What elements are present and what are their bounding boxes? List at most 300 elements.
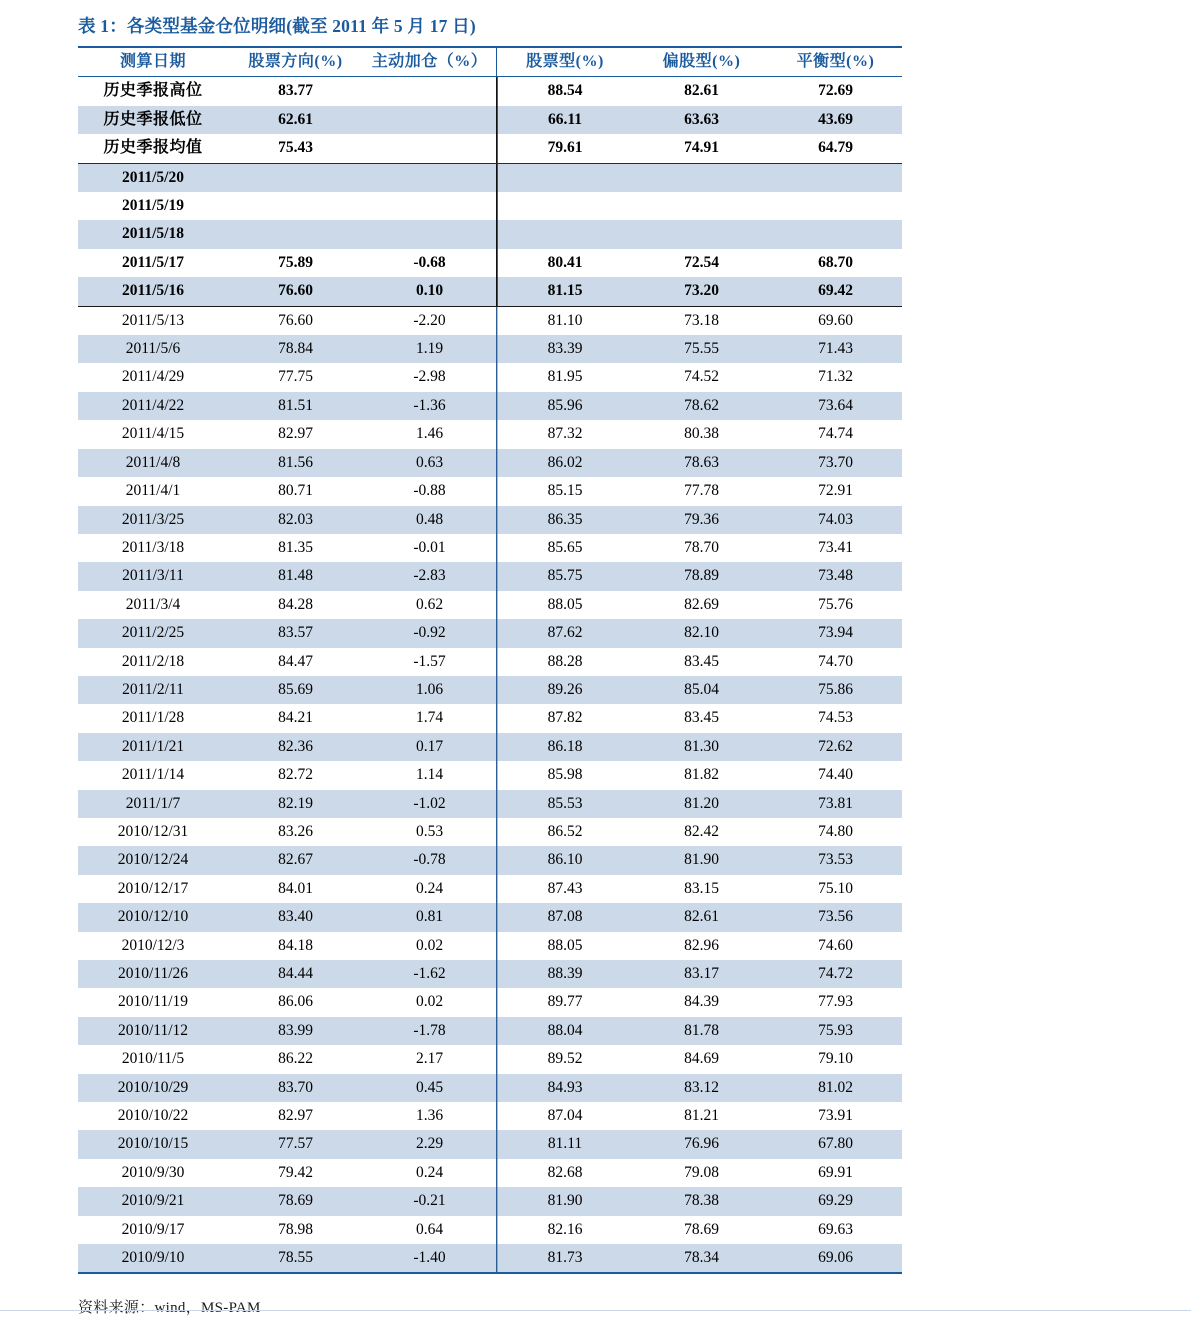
cell-stock-direction: 83.77 — [278, 82, 313, 100]
cell-balanced-fund: 69.91 — [818, 1163, 853, 1181]
cell-date: 2011/4/1 — [125, 482, 181, 500]
cell-date: 2010/10/15 — [117, 1135, 189, 1153]
table-row — [78, 988, 902, 1016]
cell-active-increase: 0.10 — [415, 282, 444, 300]
cell-balanced-fund: 72.69 — [818, 82, 853, 100]
cell-active-increase: -0.88 — [413, 482, 446, 500]
cell-balanced-fund: 74.80 — [818, 822, 853, 840]
cell-partial-equity-fund: 84.39 — [684, 993, 719, 1011]
cell-date: 2011/3/11 — [122, 567, 184, 585]
cell-balanced-fund: 71.43 — [818, 340, 853, 358]
cell-equity-fund: 89.26 — [496, 676, 634, 704]
cell-partial-equity-fund: 82.61 — [684, 82, 719, 100]
cell-partial-equity-fund: 81.20 — [684, 794, 719, 812]
cell-date: 2011/4/15 — [121, 425, 185, 443]
cell-balanced-fund: 73.94 — [818, 624, 853, 642]
cell-partial-equity-fund: 78.63 — [684, 453, 719, 471]
cell-balanced-fund: 75.93 — [818, 1021, 853, 1039]
cell-date: 2011/1/7 — [125, 794, 181, 812]
cell-stock-direction: 83.57 — [278, 624, 313, 642]
cell-balanced-fund: 73.70 — [818, 453, 853, 471]
cell-partial-equity-fund: 73.18 — [684, 311, 719, 329]
cell-date: 2011/5/6 — [125, 340, 181, 358]
table-row — [78, 1187, 902, 1215]
fund-position-table — [78, 46, 902, 1272]
cell-stock-direction: 78.55 — [278, 1249, 313, 1267]
table-row — [78, 704, 902, 732]
cell-active-increase: 0.62 — [415, 595, 444, 613]
table-row — [78, 1045, 902, 1073]
table-row — [78, 249, 902, 277]
table-row — [78, 220, 902, 248]
cell-stock-direction: 78.84 — [278, 340, 313, 358]
cell-stock-direction: 86.22 — [278, 1050, 313, 1068]
cell-equity-fund: 87.82 — [496, 704, 634, 732]
fund-position-table-container — [78, 46, 902, 1272]
column-header-stock-direction: 股票方向(%) — [248, 53, 343, 70]
cell-partial-equity-fund: 85.04 — [684, 680, 719, 698]
cell-active-increase: 1.74 — [415, 709, 444, 727]
cell-balanced-fund: 69.06 — [818, 1249, 853, 1267]
cell-equity-fund: 81.73 — [496, 1244, 634, 1272]
table-row — [78, 192, 902, 220]
cell-equity-fund: 88.05 — [496, 591, 634, 619]
table-row — [78, 306, 902, 335]
table-row — [78, 676, 902, 704]
cell-equity-fund: 86.02 — [496, 449, 634, 477]
cell-partial-equity-fund: 82.96 — [684, 936, 719, 954]
cell-date: 2011/1/21 — [121, 737, 185, 755]
cell-active-increase — [363, 163, 496, 192]
cell-balanced-fund: 67.80 — [818, 1135, 853, 1153]
cell-active-increase: -0.92 — [413, 624, 446, 642]
cell-equity-fund: 81.15 — [496, 277, 634, 306]
table-title: 表 1：各类型基金仓位明细(截至 2011 年 5 月 17 日) — [78, 16, 476, 36]
cell-stock-direction: 78.98 — [278, 1220, 313, 1238]
table-row — [78, 818, 902, 846]
cell-balanced-fund — [769, 192, 902, 220]
cell-stock-direction: 82.72 — [278, 766, 313, 784]
table-row — [78, 163, 902, 192]
table-row — [78, 1216, 902, 1244]
cell-partial-equity-fund — [634, 220, 769, 248]
cell-stock-direction: 81.35 — [278, 538, 313, 556]
cell-partial-equity-fund: 80.38 — [684, 425, 719, 443]
cell-balanced-fund: 77.93 — [818, 993, 853, 1011]
cell-stock-direction: 77.75 — [278, 368, 313, 386]
summary-row — [78, 106, 902, 134]
cell-balanced-fund: 69.63 — [818, 1220, 853, 1238]
cell-partial-equity-fund: 75.55 — [684, 340, 719, 358]
table-row — [78, 761, 902, 789]
cell-partial-equity-fund: 74.91 — [684, 139, 719, 157]
table-row — [78, 449, 902, 477]
cell-stock-direction — [228, 192, 363, 220]
cell-stock-direction: 84.44 — [278, 965, 313, 982]
cell-active-increase: 0.02 — [415, 936, 444, 954]
cell-equity-fund: 87.32 — [496, 420, 634, 448]
cell-balanced-fund: 69.29 — [818, 1192, 853, 1210]
table-row — [78, 648, 902, 676]
cell-balanced-fund: 73.64 — [818, 396, 853, 414]
cell-equity-fund: 80.41 — [496, 249, 634, 277]
cell-active-increase: 0.24 — [415, 1163, 444, 1181]
cell-active-increase: 2.29 — [415, 1135, 444, 1153]
cell-date: 2011/2/18 — [121, 652, 185, 670]
cell-partial-equity-fund: 72.54 — [684, 253, 719, 271]
cell-partial-equity-fund: 82.42 — [684, 822, 719, 840]
cell-stock-direction: 79.42 — [278, 1163, 313, 1181]
cell-active-increase: -0.01 — [413, 538, 446, 556]
cell-equity-fund: 87.62 — [496, 619, 634, 647]
cell-balanced-fund: 75.10 — [818, 879, 853, 897]
cell-stock-direction: 75.89 — [278, 253, 313, 271]
cell-equity-fund: 66.11 — [496, 106, 634, 134]
cell-balanced-fund: 74.72 — [818, 965, 853, 982]
cell-date: 2011/4/8 — [125, 453, 181, 471]
table-row — [78, 875, 902, 903]
cell-partial-equity-fund: 81.90 — [684, 851, 719, 869]
cell-partial-equity-fund: 83.17 — [684, 965, 719, 982]
cell-balanced-fund: 73.56 — [818, 908, 853, 926]
table-header-row — [78, 47, 902, 77]
cell-date: 2011/2/11 — [122, 680, 184, 698]
cell-equity-fund: 82.16 — [496, 1216, 634, 1244]
cell-active-increase: 0.17 — [415, 737, 444, 755]
cell-equity-fund: 88.54 — [496, 77, 634, 106]
cell-balanced-fund: 73.81 — [818, 794, 853, 812]
cell-active-increase: -0.21 — [413, 1192, 446, 1210]
cell-stock-direction: 84.18 — [278, 936, 313, 954]
cell-date: 2010/11/26 — [117, 965, 189, 982]
cell-equity-fund: 87.08 — [496, 903, 634, 931]
cell-stock-direction: 82.97 — [278, 1107, 313, 1125]
cell-balanced-fund: 72.91 — [818, 482, 853, 500]
cell-active-increase: -1.78 — [413, 1021, 446, 1039]
cell-date: 2011/3/18 — [121, 538, 185, 556]
cell-equity-fund: 86.18 — [496, 733, 634, 761]
cell-active-increase: 0.24 — [415, 879, 444, 897]
cell-equity-fund: 81.90 — [496, 1187, 634, 1215]
cell-equity-fund: 88.39 — [496, 960, 634, 988]
cell-stock-direction: 80.71 — [278, 482, 313, 500]
cell-balanced-fund: 74.40 — [818, 766, 853, 784]
cell-partial-equity-fund: 79.36 — [684, 510, 719, 528]
cell-partial-equity-fund: 82.10 — [684, 624, 719, 642]
cell-active-increase: 0.48 — [415, 510, 444, 528]
cell-active-increase — [363, 77, 496, 106]
cell-stock-direction: 75.43 — [278, 139, 313, 157]
table-row — [78, 790, 902, 818]
cell-stock-direction: 76.60 — [278, 311, 313, 329]
cell-equity-fund: 85.53 — [496, 790, 634, 818]
cell-active-increase: 1.19 — [415, 340, 444, 358]
cell-date: 2011/5/18 — [121, 225, 184, 243]
column-header-equity-fund: 股票型(%) — [496, 47, 634, 77]
cell-active-increase: 0.63 — [415, 453, 444, 471]
cell-equity-fund: 89.52 — [496, 1045, 634, 1073]
cell-date: 2011/4/29 — [121, 368, 185, 386]
table-row — [78, 733, 902, 761]
cell-stock-direction: 81.48 — [278, 567, 313, 585]
cell-balanced-fund: 74.53 — [818, 709, 853, 727]
cell-partial-equity-fund: 77.78 — [684, 482, 719, 500]
cell-balanced-fund: 74.70 — [818, 652, 853, 670]
table-body — [78, 77, 902, 1273]
table-row — [78, 1102, 902, 1130]
table-row — [78, 562, 902, 590]
cell-partial-equity-fund: 83.45 — [684, 652, 719, 670]
table-bottom-rule — [78, 1272, 902, 1274]
cell-active-increase: -1.57 — [413, 652, 446, 670]
cell-partial-equity-fund: 83.15 — [684, 879, 719, 897]
cell-balanced-fund: 74.60 — [818, 936, 853, 954]
table-row — [78, 363, 902, 391]
cell-equity-fund: 79.61 — [496, 134, 634, 163]
cell-active-increase: -2.98 — [413, 368, 446, 386]
cell-date: 2010/11/19 — [117, 993, 189, 1011]
cell-equity-fund: 81.95 — [496, 363, 634, 391]
cell-balanced-fund: 75.76 — [818, 595, 853, 613]
cell-partial-equity-fund: 83.12 — [684, 1078, 719, 1096]
cell-balanced-fund: 74.74 — [818, 425, 853, 443]
cell-partial-equity-fund: 78.34 — [684, 1249, 719, 1267]
cell-active-increase: 1.06 — [415, 680, 444, 698]
cell-stock-direction: 83.99 — [278, 1021, 313, 1039]
cell-balanced-fund: 73.41 — [818, 538, 853, 556]
cell-active-increase: 1.36 — [415, 1107, 444, 1125]
cell-stock-direction: 82.19 — [278, 794, 313, 812]
table-row — [78, 277, 902, 306]
cell-balanced-fund: 43.69 — [818, 110, 853, 128]
cell-stock-direction: 77.57 — [278, 1135, 313, 1153]
cell-stock-direction — [228, 220, 363, 248]
table-row — [78, 591, 902, 619]
cell-active-increase: 0.02 — [415, 993, 444, 1011]
cell-equity-fund: 84.93 — [496, 1074, 634, 1102]
cell-stock-direction: 81.56 — [278, 453, 313, 471]
cell-partial-equity-fund: 73.20 — [684, 282, 719, 300]
cell-partial-equity-fund — [634, 163, 769, 192]
cell-equity-fund: 87.04 — [496, 1102, 634, 1130]
cell-equity-fund: 85.65 — [496, 534, 634, 562]
cell-date: 2010/9/17 — [121, 1220, 185, 1238]
cell-stock-direction: 76.60 — [278, 282, 313, 300]
table-row — [78, 1130, 902, 1158]
column-header-date: 测算日期 — [119, 53, 186, 70]
cell-balanced-fund: 73.53 — [818, 851, 853, 869]
cell-partial-equity-fund: 81.78 — [684, 1021, 719, 1039]
table-row — [78, 932, 902, 960]
cell-stock-direction: 84.28 — [278, 595, 313, 613]
cell-active-increase: 1.46 — [415, 425, 444, 443]
table-row — [78, 420, 902, 448]
cell-stock-direction: 84.21 — [278, 709, 313, 727]
cell-date: 2011/1/14 — [121, 766, 185, 784]
summary-row — [78, 77, 902, 106]
cell-balanced-fund: 64.79 — [818, 139, 853, 157]
cell-equity-fund — [496, 192, 634, 220]
cell-active-increase: -1.62 — [413, 965, 446, 982]
cell-partial-equity-fund: 78.70 — [684, 538, 719, 556]
cell-equity-fund: 88.28 — [496, 648, 634, 676]
cell-date: 2010/12/10 — [117, 908, 189, 926]
table-row — [78, 534, 902, 562]
table-row — [78, 846, 902, 874]
cell-balanced-fund — [769, 163, 902, 192]
cell-date: 2010/12/31 — [117, 822, 189, 840]
cell-partial-equity-fund: 63.63 — [684, 110, 719, 128]
cell-date: 2011/5/20 — [121, 168, 184, 186]
cell-active-increase: 0.64 — [415, 1220, 444, 1238]
cell-stock-direction: 82.03 — [278, 510, 313, 528]
cell-stock-direction: 84.47 — [278, 652, 313, 670]
table-row — [78, 477, 902, 505]
cell-date: 2010/9/30 — [121, 1163, 185, 1181]
summary-row-label: 历史季报低位 — [103, 110, 203, 128]
cell-stock-direction: 82.67 — [278, 851, 313, 869]
summary-row-label: 历史季报均值 — [103, 139, 203, 157]
cell-partial-equity-fund: 78.89 — [684, 567, 719, 585]
cell-stock-direction: 83.40 — [278, 908, 313, 926]
cell-equity-fund: 86.10 — [496, 846, 634, 874]
footer-rule — [0, 1310, 1191, 1311]
cell-active-increase: 0.53 — [415, 822, 444, 840]
cell-date: 2010/10/22 — [117, 1107, 189, 1125]
cell-date: 2011/2/25 — [121, 624, 185, 642]
cell-equity-fund: 85.98 — [496, 761, 634, 789]
cell-partial-equity-fund: 76.96 — [684, 1135, 719, 1153]
cell-balanced-fund: 72.62 — [818, 737, 853, 755]
table-row — [78, 1017, 902, 1045]
cell-equity-fund: 88.04 — [496, 1017, 634, 1045]
cell-active-increase: 2.17 — [415, 1050, 444, 1068]
cell-date: 2010/12/17 — [117, 879, 189, 897]
cell-active-increase: 1.14 — [415, 766, 444, 784]
cell-stock-direction: 62.61 — [278, 110, 313, 128]
cell-partial-equity-fund: 81.21 — [684, 1107, 719, 1125]
cell-equity-fund: 85.75 — [496, 562, 634, 590]
cell-partial-equity-fund: 83.45 — [684, 709, 719, 727]
cell-equity-fund: 87.43 — [496, 875, 634, 903]
cell-partial-equity-fund: 78.38 — [684, 1192, 719, 1210]
cell-active-increase: 0.81 — [415, 908, 444, 926]
cell-equity-fund: 86.52 — [496, 818, 634, 846]
cell-date: 2011/5/16 — [121, 282, 184, 300]
cell-active-increase — [363, 106, 496, 134]
cell-date: 2010/10/29 — [117, 1078, 189, 1096]
table-header — [78, 47, 902, 77]
cell-active-increase: -0.78 — [413, 851, 446, 869]
cell-date: 2010/12/3 — [121, 936, 185, 954]
cell-partial-equity-fund: 84.69 — [684, 1050, 719, 1068]
column-header-active-increase: 主动加仓（%） — [371, 53, 488, 70]
cell-stock-direction: 86.06 — [278, 993, 313, 1011]
cell-stock-direction: 83.26 — [278, 822, 313, 840]
table-row — [78, 335, 902, 363]
cell-date: 2010/12/24 — [117, 851, 189, 869]
cell-date: 2010/11/12 — [117, 1021, 189, 1039]
cell-balanced-fund: 69.60 — [818, 311, 853, 329]
cell-equity-fund: 85.15 — [496, 477, 634, 505]
table-row — [78, 392, 902, 420]
cell-active-increase: -1.02 — [413, 794, 446, 812]
cell-date: 2011/5/13 — [121, 311, 185, 329]
cell-stock-direction: 82.36 — [278, 737, 313, 755]
cell-equity-fund: 83.39 — [496, 335, 634, 363]
cell-date: 2010/9/10 — [121, 1249, 185, 1267]
cell-partial-equity-fund: 78.69 — [684, 1220, 719, 1238]
cell-equity-fund: 82.68 — [496, 1159, 634, 1187]
summary-row — [78, 134, 902, 163]
cell-balanced-fund: 71.32 — [818, 368, 853, 386]
cell-stock-direction: 82.97 — [278, 425, 313, 443]
cell-partial-equity-fund: 81.82 — [684, 766, 719, 784]
cell-equity-fund: 85.96 — [496, 392, 634, 420]
cell-balanced-fund: 74.03 — [818, 510, 853, 528]
cell-equity-fund: 81.11 — [496, 1130, 634, 1158]
cell-balanced-fund: 73.48 — [818, 567, 853, 585]
cell-balanced-fund: 68.70 — [818, 253, 853, 271]
cell-date: 2011/5/19 — [121, 197, 184, 215]
cell-equity-fund: 81.10 — [496, 306, 634, 335]
cell-partial-equity-fund: 81.30 — [684, 737, 719, 755]
cell-date: 2010/9/21 — [121, 1192, 185, 1210]
cell-date: 2011/4/22 — [121, 396, 185, 414]
table-row — [78, 506, 902, 534]
table-row — [78, 1159, 902, 1187]
table-row — [78, 1244, 902, 1272]
cell-balanced-fund: 73.91 — [818, 1107, 853, 1125]
cell-balanced-fund: 69.42 — [818, 282, 853, 300]
cell-active-increase: -2.83 — [413, 567, 446, 585]
cell-equity-fund: 89.77 — [496, 988, 634, 1016]
cell-partial-equity-fund: 78.62 — [684, 396, 719, 414]
cell-equity-fund: 86.35 — [496, 506, 634, 534]
cell-stock-direction — [228, 163, 363, 192]
cell-active-increase: -1.40 — [413, 1249, 446, 1267]
cell-date: 2011/3/4 — [125, 595, 181, 613]
cell-balanced-fund: 81.02 — [818, 1078, 853, 1096]
cell-active-increase: -2.20 — [413, 311, 446, 329]
cell-active-increase: -1.36 — [413, 396, 446, 414]
cell-equity-fund: 88.05 — [496, 932, 634, 960]
cell-balanced-fund: 79.10 — [818, 1050, 853, 1068]
cell-date: 2011/5/17 — [121, 253, 184, 271]
cell-active-increase: 0.45 — [415, 1078, 444, 1096]
cell-stock-direction: 85.69 — [278, 680, 313, 698]
table-row — [78, 903, 902, 931]
cell-partial-equity-fund: 74.52 — [684, 368, 719, 386]
cell-equity-fund — [496, 163, 634, 192]
cell-active-increase — [363, 220, 496, 248]
cell-balanced-fund: 75.86 — [818, 680, 853, 698]
summary-row-label: 历史季报高位 — [103, 82, 203, 100]
cell-partial-equity-fund: 82.61 — [684, 908, 719, 926]
cell-partial-equity-fund: 79.08 — [684, 1163, 719, 1181]
cell-partial-equity-fund — [634, 192, 769, 220]
table-row — [78, 960, 902, 988]
column-header-balanced-fund: 平衡型(%) — [796, 53, 875, 70]
cell-partial-equity-fund: 82.69 — [684, 595, 719, 613]
table-row — [78, 619, 902, 647]
cell-stock-direction: 78.69 — [278, 1192, 313, 1210]
cell-equity-fund — [496, 220, 634, 248]
cell-stock-direction: 83.70 — [278, 1078, 313, 1096]
cell-date: 2011/1/28 — [121, 709, 185, 727]
cell-active-increase: -0.68 — [413, 253, 446, 271]
cell-date: 2010/11/5 — [121, 1050, 185, 1068]
